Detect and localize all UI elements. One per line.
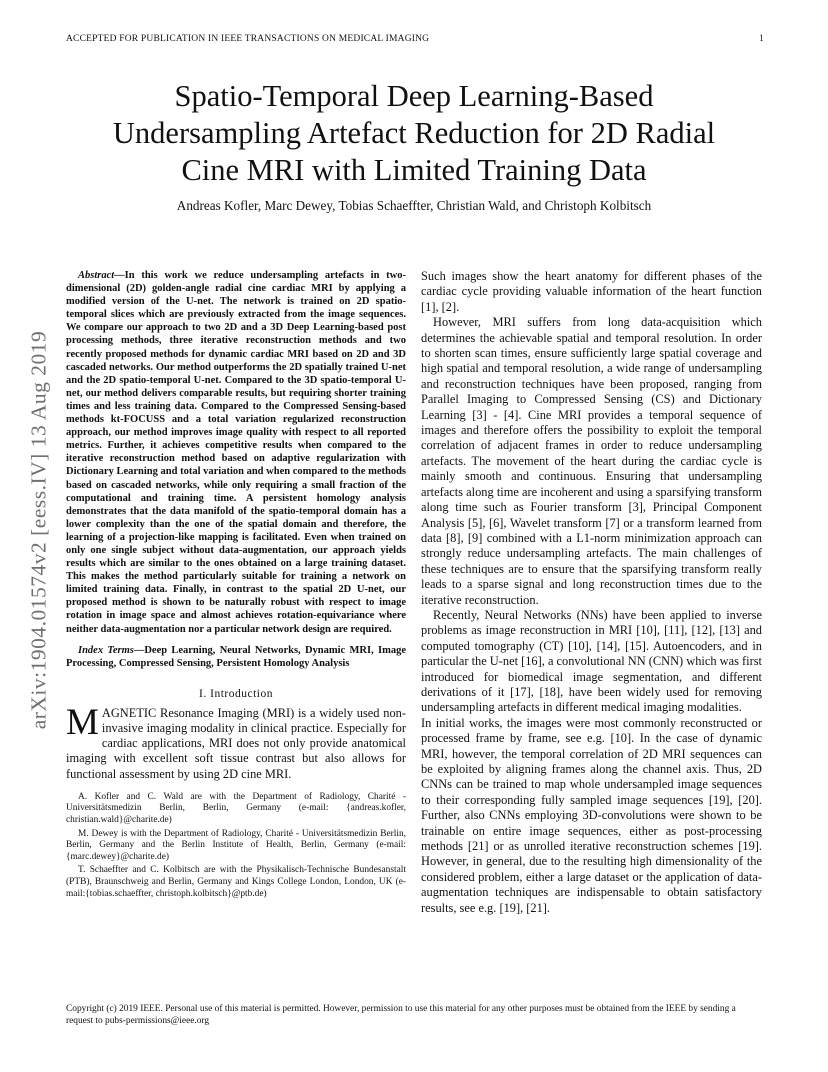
right-column xyxy=(421,269,762,916)
affiliation-footnotes xyxy=(66,792,406,900)
footnote: M. Dewey is with the Department of Radiology, Charité - Universitätsmedizin Berlin, Berlin, Germany and the Berlin Institute of Health, Berlin, Germany (e-mail: {marc.dewey}@charite.de) xyxy=(66,828,406,862)
body-paragraph: Such images show the heart anatomy for different phases of the cardiac cycle providing valuable information of the heart function [1], [2]. xyxy=(421,269,762,314)
abstract xyxy=(66,269,406,636)
page-number: 1 xyxy=(759,34,764,44)
index-terms-label: Index Terms xyxy=(78,644,134,656)
index-terms xyxy=(66,644,406,670)
drop-cap: M xyxy=(66,701,99,743)
left-column xyxy=(66,269,406,902)
paper-title xyxy=(60,78,768,189)
index-terms-text: —Deep Learning, Neural Networks, Dynamic MRI, Image Processing, Compressed Sensing, Persistent Homology Analysis xyxy=(66,644,406,669)
intro-first-word: AGNETIC xyxy=(101,705,157,720)
section-heading: I. Introduction xyxy=(199,687,273,700)
abstract-label: Abstract xyxy=(78,270,115,281)
body-paragraph: However, MRI suffers from long data-acquisition which determines the achievable spatial and temporal resolution. In order to shorten scan times, ensure sufficiently large spatial coverage and high spatial and temporal resolution, a wide range of undersampling and reconstruction techniques have been proposed, ranging from Parallel Imaging to Compressed Sensing (CS) and Dictionary Learning [3] - [4]. Cine MRI provides a temporal sequence of images and therefore offers the possibility to exploit the temporal correlation of adjacent frames in order to reduce undersampling artefacts. The movement of the heart during the cardiac cycle is mainly smooth and continuous. Ensuring that undersampling artefacts along time are incoherent and using a sparsifying transform along time such as Fourier transform [3], Principal Component Analysis [5], [6], Wavelet transform [7] or a transform learned from data [8], [9] combined with a L1-norm minimization approach can strongly reduce undersampling artefacts. The main challenges of these techniques are to ensure that the sparsifying transform really leads to a sparse signal and long reconstruction times due to the iterative reconstruction. xyxy=(421,315,762,607)
footnote: T. Schaeffter and C. Kolbitsch are with the Physikalisch-Technische Bundesanstalt (PTB), Braunschweig and Berlin, Germany and Kings College London, London, UK (e-mail:{tobias.schaeffter, christoph.kolbitsch}@ptb.de) xyxy=(66,865,406,899)
intro-paragraph xyxy=(66,701,406,782)
title-line: Spatio-Temporal Deep Learning-Based xyxy=(174,79,654,113)
body-paragraph: In initial works, the images were most commonly reconstructed or processed frame by frame, see e.g. [10]. In the case of dynamic MRI, however, the temporal correlation of 2D MRI sequences can be exploited by aligning frames along the channel axis. Thus, 2D CNNs can be trained to map whole undersampled image sequences to their corresponding fully sampled image sequences [19], [20]. Further, also CNNs employing 3D-convolutions were shown to be trainable on entire image sequences, either as post-processing methods [21] or as unrolled iterative reconstruction schemes [19]. However, in general, due to the resulting high dimensionality of the considered problem, either a large dataset or the application of data-augmentation techniques are indispensable to obtain satisfactory results, see e.g. [19], [21]. xyxy=(421,715,762,915)
title-line: Cine MRI with Limited Training Data xyxy=(181,153,647,187)
author-list: Andreas Kofler, Marc Dewey, Tobias Schaeffter, Christian Wald, and Christoph Kolbitsch xyxy=(176,198,652,213)
body-paragraph: Recently, Neural Networks (NNs) have been applied to inverse problems as image reconstruction in MRI [10], [11], [12], [13] and computed tomography (CT) [10], [14], [15]. Autoencoders, and in particular the U-net [16], a convolutional NN (CNN) which was first introduced for biomedical image segmentation, and different derivations of it [17], [18], have been widely used for removing undersampling artefacts in different medical imaging modalities. xyxy=(421,607,762,715)
copyright-notice: Copyright (c) 2019 IEEE. Personal use of this material is permitted. However, permission to use this material for any other purposes must be obtained from the IEEE by sending a request to pubs-permissions@ieee.org xyxy=(66,1004,736,1026)
arxiv-sidebar xyxy=(24,280,54,780)
footnote: A. Kofler and C. Wald are with the Department of Radiology, Charité - Universitätsmedizin Berlin, Berlin, Germany (e-mail: {andreas.kofler, christian.wald}@charite.de) xyxy=(66,791,406,826)
abstract-text: —In this work we reduce undersampling artefacts in two-dimensional (2D) golden-angle radial cine cardiac MRI by applying a modified version of the U-net. The network is trained on 2D spatio-temporal slices which are previously extracted from the image sequences. We compare our approach to two 2D and a 3D Deep Learning-based post processing methods, three iterative reconstruction methods and two recently proposed methods for dynamic cardiac MRI based on 2D and 3D cascaded networks. Our method outperforms the 2D spatially trained U-net and the 2D spatio-temporal U-net. Compared to the 3D spatio-temporal U-net, our method delivers comparable results, but requiring shorter training times and less training data. Compared to the Compressed Sensing-based methods kt-FOCUSS and a total variation regularized reconstruction approach, our method improves image quality with respect to all reported metrics. Further, it achieves competitive results when compared to the iterative reconstruction method based on adaptive regularization with Dictionary Learning and total variation and when compared to the methods based on cascaded networks, while only requiring a small fraction of the computational and training time. A persistent homology analysis demonstrates that the data manifold of the spatio-temporal domain has a lower complexity than the one of the spatial domain and therefore, the learning of a projection-like mapping is facilitated. Even when trained on only one single subject without data-augmentation, our approach yields results which are similar to the ones obtained on a large training dataset. This makes the method particularly suitable for training a network on limited training data. Finally, in contrast to the spatial 2D U-net, our proposed method is shown to be naturally robust with respect to image rotation in image space and almost achieves rotation-equivariance where neither data-augmentation nor a particular network design are required. xyxy=(66,270,406,635)
running-title: ACCEPTED FOR PUBLICATION IN IEEE TRANSACTIONS ON MEDICAL IMAGING xyxy=(66,34,430,44)
title-line: Undersampling Artefact Reduction for 2D Radial xyxy=(112,116,716,150)
running-header xyxy=(66,34,764,44)
arxiv-identifier: arXiv:1904.01574v2 [eess.IV] 13 Aug 2019 xyxy=(26,330,51,730)
intro-text: Resonance Imaging (MRI) is a widely used non-invasive imaging modality in clinical practice. Especially for cardiac applications, MRI does not only provide anatomical imaging with excellent soft tissue contrast but also allows for functional assessment by using 2D cine MRI. xyxy=(66,705,406,781)
